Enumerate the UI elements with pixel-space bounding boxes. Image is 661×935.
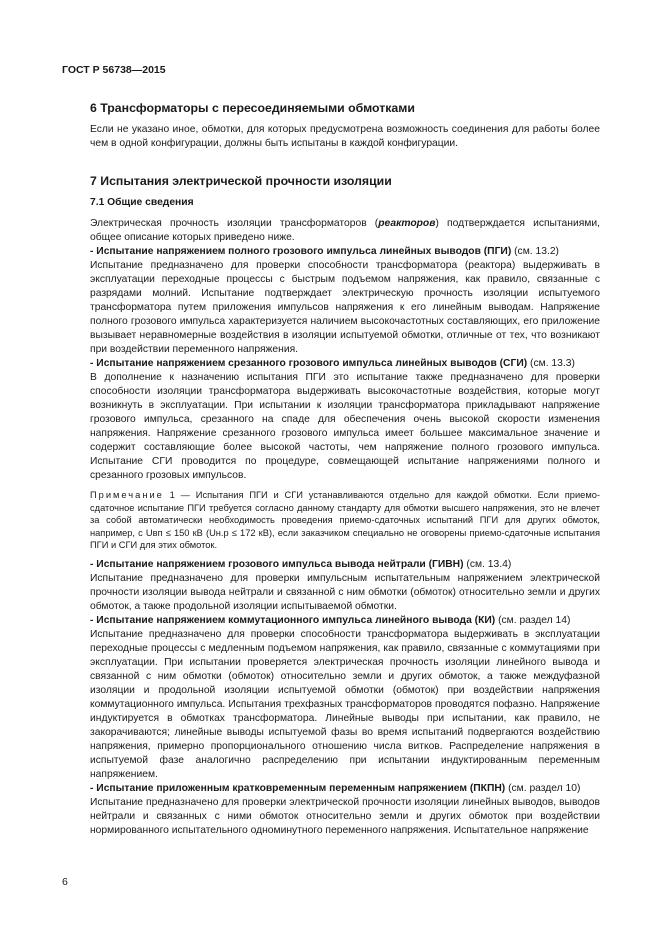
section-6-heading: 6 Трансформаторы с пересоединяемыми обмотками — [90, 101, 415, 115]
document-body — [90, 100, 600, 838]
document-header: ГОСТ Р 56738—2015 — [62, 64, 166, 76]
page-number: 6 — [62, 876, 68, 888]
pgi-item — [90, 245, 600, 259]
note-text: 1 — Испытания ПГИ и СГИ устанавливаются отдельно для каждой обмотки. Если приемо-сдаточное испытание ПГИ требуется согласно данному стандарту для обмотки высшего напряжения, это не влечет за собой автоматически необходимость проведения приемо-сдаточных испытаний ПГИ для других обмоток, например, с Uвп ≤ 150 кВ (Uн.р ≤ 172 кВ), если заказчиком специально не оговорены приемо-сдаточные испытания ПГИ и СГИ для этих обмоток. — [90, 490, 600, 550]
section-7-heading: 7 Испытания электрической прочности изоляции — [90, 174, 392, 188]
sgi-ref: (см. 13.3) — [527, 358, 575, 369]
intro-text-end: ) подтверждается испытаниями, общее описание которых приведено ниже. — [90, 218, 600, 243]
ki-title: - Испытание напряжением коммутационного импульса линейного вывода (КИ) — [90, 614, 496, 626]
sgi-paragraph: В дополнение к назначению испытания ПГИ это испытание также предназначено для проверки способности изоляции трансформатора выдерживать высокочастотные воздействия, которые могут возникнуть в эксплуатации. При испытании к изоляции трансформатора прикладывают напряжение грозового импульса, срезанного на спаде для обеспечения очень высокой скорости изменения напряжения. Напряжение срезанного грозового импульса имеет большее максимальное значение и содержит составляющие более высокой частоты, чем напряжение полного грозового импульса. Испытание СГИ проводится по процедуре, совмещающей испытание напряжениями полного и срезанного грозовых импульсов. — [90, 372, 600, 481]
sgi-item — [90, 357, 600, 371]
givn-ref: (см. 13.4) — [463, 558, 512, 570]
givn-item — [90, 558, 600, 572]
pkpn-paragraph: Испытание предназначено для проверки электрической прочности изоляции линейных выводов, выводов нейтрали и связанных с ними обмоток относительно земли и других обмоток при воздействии нормированного испытательного одноминутного переменного напряжения. Испытательное напряжение — [90, 796, 600, 836]
pgi-ref: (см. 13.2) — [511, 246, 559, 257]
pkpn-ref: (см. раздел 10) — [505, 782, 581, 794]
ki-item — [90, 614, 600, 628]
pgi-title: - Испытание напряжением полного грозового импульса линейных выводов (ПГИ) — [90, 246, 512, 257]
ki-paragraph: Испытание предназначено для проверки способности трансформатора выдерживать в эксплуатации переходные процессы с медленным подъемом напряжения, как правило, связанные с коммутациями при эксплуатации. При испытании проверяется электрическая прочность изоляции линейного вывода и связанной с ним обмотки (обмоток) относительно земли и других обмоток, а также междуфазной изоляции и продольной изоляции испытуемой обмотки (обмоток) при воздействии напряжения коммутационного импульса. Испытания трехфазных трансформаторов проводятся пофазно. Напряжение индуктируется в обмотках трансформатора. Линейные выводы при испытании, как правило, не закорачиваются; линейные выводы испытуемой фазы во время испытаний подвергаются воздействию напряжения, примерно пропорционального отношению числа витков. Распределение напряжения в испытуемой фазе аналогично распределению при испытании индуктированным переменным напряжением. — [90, 628, 600, 780]
section-6-paragraph: Если не указано иное, обмотки, для которых предусмотрена возможность соединения для работы более чем в одной конфигурации, должны быть испытаны в каждой конфигурации. — [90, 124, 600, 149]
givn-title: - Испытание напряжением грозового импульса вывода нейтрали (ГИВН) — [90, 558, 464, 570]
subsection-7-1-heading: 7.1 Общие сведения — [90, 197, 194, 208]
pgi-paragraph: Испытание предназначено для проверки способности трансформатора (реактора) выдерживать в эксплуатации переходные процессы с быстрым подъемом напряжения, как правило, связанные с разрядами молний. Испытание подтверждает электрическую прочность изоляции испытуемого трансформатора путем приложения импульсов напряжения к его линейным выводам. Напряжение полного грозового импульса характеризуется наличием высокочастотных составляющих, его приложение вызывает неравномерные воздействия в изоляции испытуемой обмотки, отличные от тех, что возникают при воздействии переменного напряжения. — [90, 260, 600, 355]
ki-ref: (см. раздел 14) — [495, 614, 571, 626]
pkpn-item — [90, 782, 600, 796]
intro-text-start: Электрическая прочность изоляции трансформаторов ( — [90, 218, 379, 229]
intro-paragraph — [90, 217, 600, 245]
sgi-title: - Испытание напряжением срезанного грозового импульса линейных выводов (СГИ) — [90, 358, 528, 369]
note-label: Примечание — [90, 490, 164, 500]
givn-paragraph: Испытание предназначено для проверки импульсным испытательным напряжением электрической прочности изоляции вывода нейтрали и связанной с ним обмотки (обмоток) относительно земли и других обмоток, а также продольной изоляции испытываемой обмотки. — [90, 572, 600, 612]
pkpn-title: - Испытание приложенным кратковременным переменным напряжением (ПКПН) — [90, 782, 506, 794]
intro-emphasis: реакторов — [378, 218, 436, 229]
note-1 — [90, 489, 600, 552]
